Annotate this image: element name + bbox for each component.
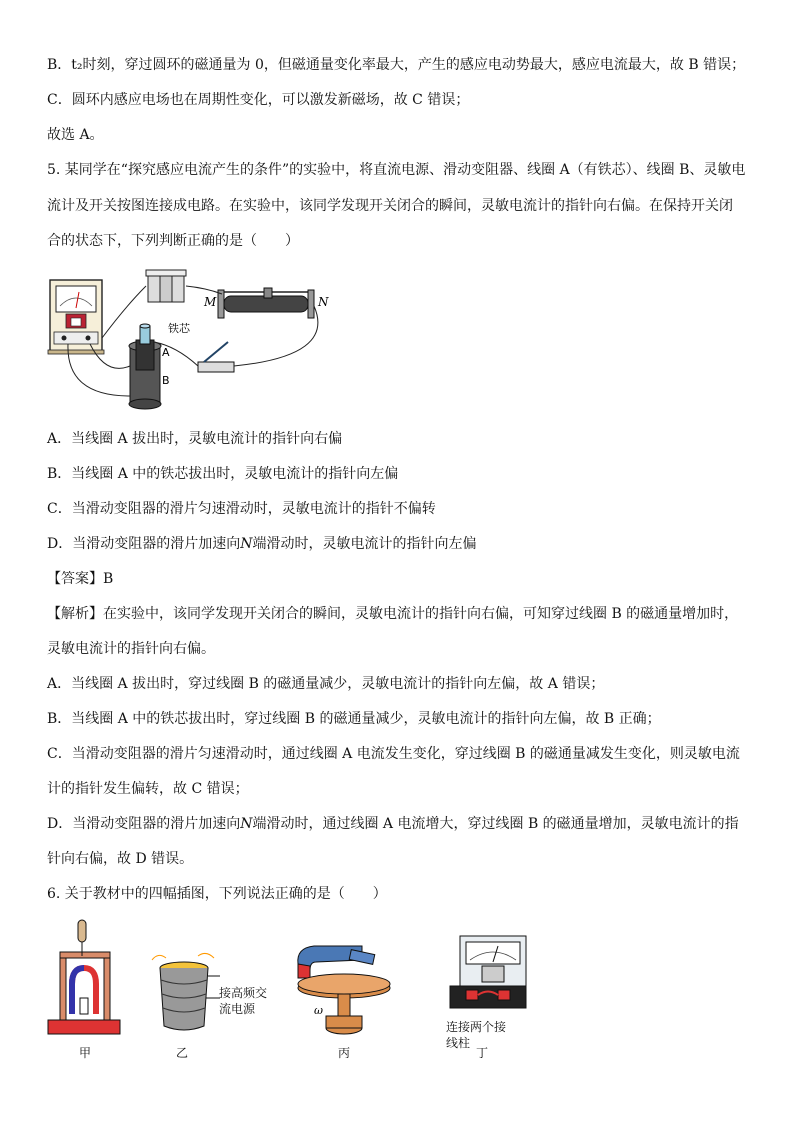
analysis-line-3: A．当线圈 A 拔出时，穿过线圈 B 的磁通量减少，灵敏电流计的指针向左偏，故 A 错误； bbox=[47, 676, 605, 692]
yi-note-line-2: 流电源 bbox=[219, 1002, 256, 1016]
analysis-line-6: 计的指针发生偏转，故 C 错误； bbox=[47, 781, 249, 797]
battery bbox=[146, 270, 186, 302]
option-d-prefix: D．当滑动变阻器的滑片加速向 bbox=[47, 536, 241, 552]
figure-yi bbox=[148, 950, 220, 1034]
galvanometer bbox=[48, 280, 104, 354]
yi-note-line-1: 接高频交 bbox=[219, 986, 268, 1000]
figure-ding bbox=[446, 932, 530, 1016]
label-coil-a: A bbox=[162, 346, 170, 359]
analysis-line-7-prefix: D．当滑动变阻器的滑片加速向 bbox=[47, 816, 241, 832]
analysis-line-8: 针向右偏，故 D 错误。 bbox=[47, 851, 194, 867]
analysis-line-1: 【解析】在实验中，该同学发现开关闭合的瞬间，灵敏电流计的指针向右偏，可知穿过线圈 B 的磁通量增加时， bbox=[47, 606, 739, 622]
analysis-line-2: 灵敏电流计的指针向右偏。 bbox=[47, 641, 215, 657]
option-c: C．当滑动变阻器的滑片匀速滑动时，灵敏电流计的指针不偏转 bbox=[47, 501, 436, 517]
analysis-line-7-suffix: 端滑动时，通过线圈 A 电流增大，穿过线圈 B 的磁通量增加，灵敏电流计的指 bbox=[252, 816, 739, 832]
option-d bbox=[47, 534, 476, 554]
label-n: N bbox=[318, 295, 329, 309]
ding-note-line-2: 线柱 bbox=[446, 1036, 471, 1050]
solution-line-b: B．t₂时刻，穿过圆环的磁通量为 0，但磁通量变化率最大，产生的感应电动势最大，感应电流最大，故 B 错误； bbox=[47, 57, 746, 73]
switch bbox=[198, 342, 234, 372]
solution-conclusion: 故选 A。 bbox=[47, 127, 104, 143]
caption-jia: 甲 bbox=[79, 1046, 92, 1060]
question-5-line-1: 5. 某同学在“探究感应电流产生的条件”的实验中，将直流电源、滑动变阻器、线圈 A（有铁芯）、线圈 B、灵敏电 bbox=[47, 162, 746, 178]
question-5-line-2: 流计及开关按图连接成电路。在实验中，该同学发现开关闭合的瞬间，灵敏电流计的指针向右偏。在保持开关闭 bbox=[47, 198, 733, 214]
analysis-line-5: C．当滑动变阻器的滑片匀速滑动时，通过线圈 A 电流发生变化，穿过线圈 B 的磁通量减发生变化，则灵敏电流 bbox=[47, 746, 740, 762]
circuit-experiment-figure bbox=[46, 266, 346, 414]
ding-note-line-1: 连接两个接 bbox=[446, 1020, 507, 1034]
analysis-line-7-n: N bbox=[240, 816, 253, 832]
caption-bing: 丙 bbox=[338, 1046, 351, 1060]
figure-jia bbox=[46, 918, 126, 1040]
label-iron-core: 铁芯 bbox=[168, 322, 190, 335]
figure-bing bbox=[292, 938, 396, 1040]
option-d-n: N bbox=[240, 536, 253, 552]
coil-a bbox=[136, 324, 154, 370]
analysis-line-7 bbox=[47, 814, 739, 834]
caption-yi: 乙 bbox=[176, 1046, 189, 1060]
question-5-line-3: 合的状态下，下列判断正确的是（ ） bbox=[47, 233, 299, 249]
omega-label: ω bbox=[314, 1004, 323, 1017]
caption-ding: 丁 bbox=[476, 1046, 489, 1060]
option-a: A．当线圈 A 拔出时，灵敏电流计的指针向右偏 bbox=[47, 431, 343, 447]
question-6: 6. 关于教材中的四幅插图，下列说法正确的是（ ） bbox=[47, 886, 387, 902]
rheostat bbox=[218, 288, 314, 318]
solution-line-c: C．圆环内感应电场也在周期性变化，可以激发新磁场，故 C 错误； bbox=[47, 92, 470, 108]
option-d-suffix: 端滑动时，灵敏电流计的指针向左偏 bbox=[252, 536, 477, 552]
option-b: B．当线圈 A 中的铁芯拔出时，灵敏电流计的指针向左偏 bbox=[47, 466, 399, 482]
label-coil-b: B bbox=[162, 374, 170, 387]
answer-line: 【答案】B bbox=[47, 571, 114, 587]
label-m: M bbox=[204, 295, 217, 309]
analysis-line-4: B．当线圈 A 中的铁芯拔出时，穿过线圈 B 的磁通量减少，灵敏电流计的指针向左偏，故 B 正确； bbox=[47, 711, 661, 727]
